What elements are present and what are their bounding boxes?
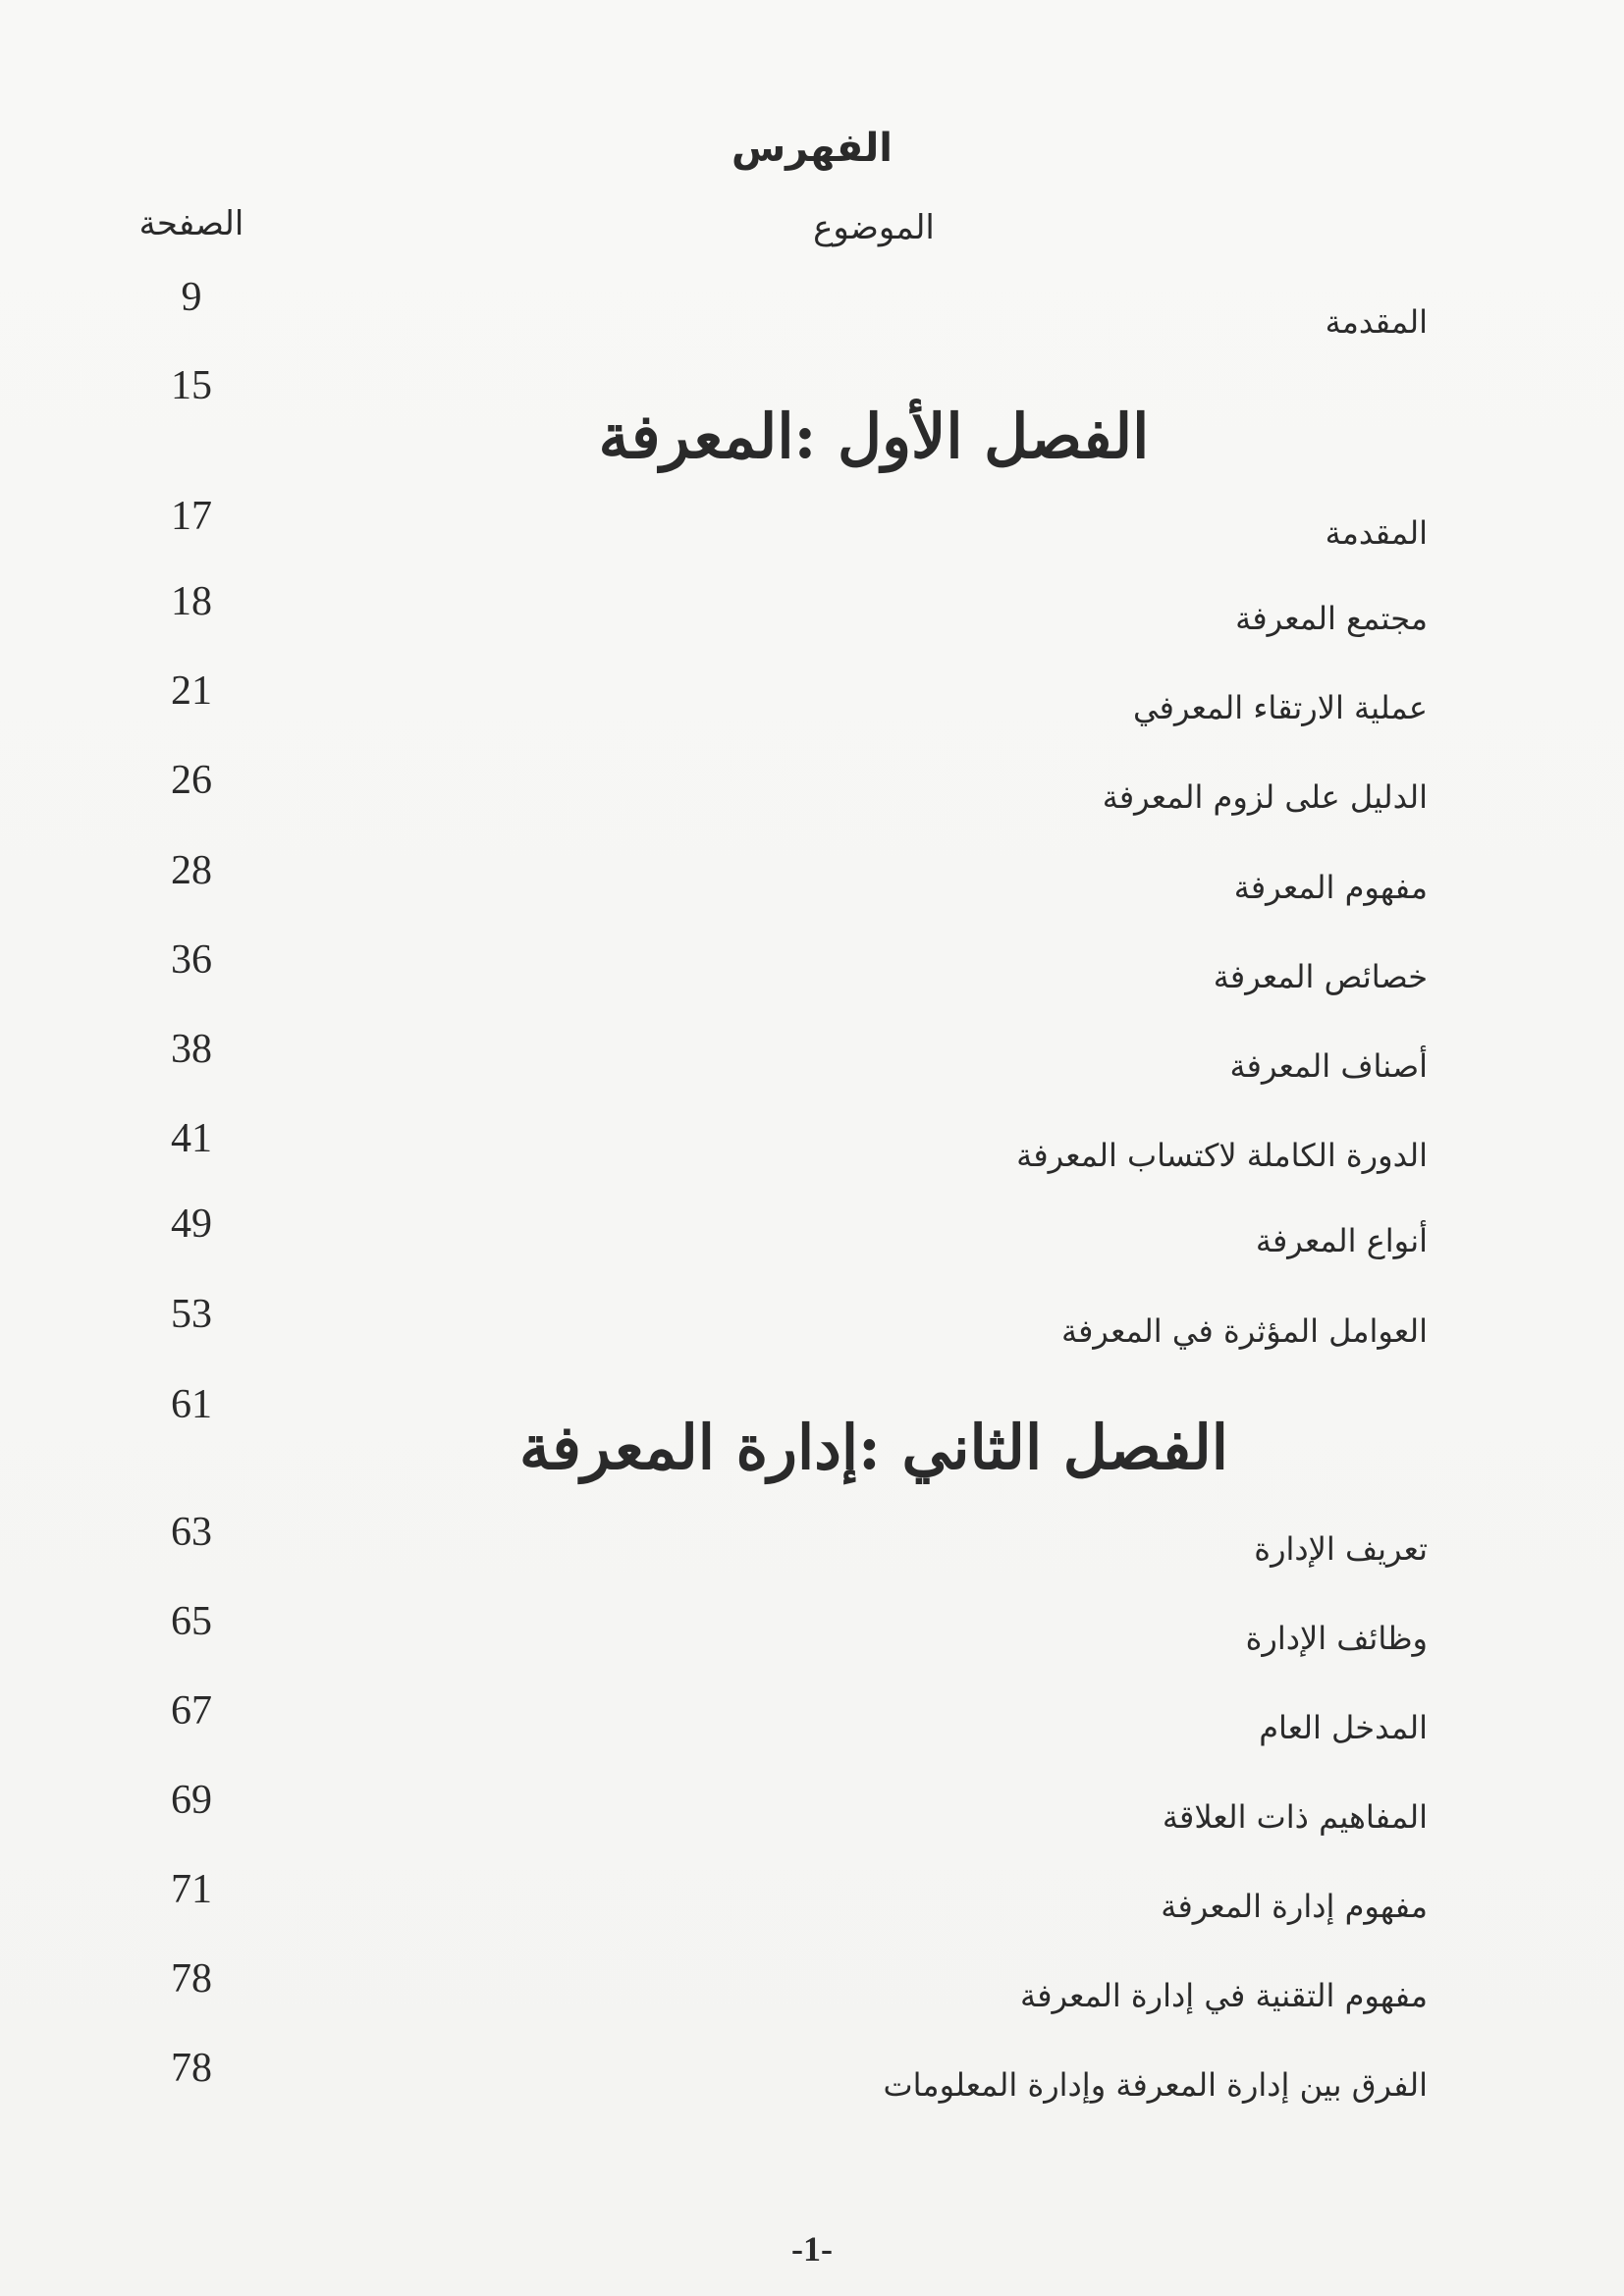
page-column-header: الصفحة <box>138 204 244 243</box>
topic-entry: الفرق بين إدارة المعرفة وإدارة المعلومات <box>883 2066 1428 2104</box>
page-number: 67 <box>171 1688 212 1734</box>
topic-entry: أصناف المعرفة <box>1229 1047 1428 1085</box>
topic-entry: الدورة الكاملة لاكتساب المعرفة <box>1016 1137 1428 1174</box>
page-number: 63 <box>171 1510 212 1555</box>
toc-row <box>0 494 1624 552</box>
topic-entry: أنواع المعرفة <box>1255 1222 1428 1259</box>
index-title: الفهرس <box>731 126 893 171</box>
page-number: 21 <box>171 668 212 714</box>
toc-row <box>0 1778 1624 1836</box>
toc-row <box>0 1867 1624 1925</box>
topic-entry: وظائف الإدارة <box>1245 1620 1428 1657</box>
toc-row <box>0 1292 1624 1350</box>
page-number: 41 <box>171 1116 212 1161</box>
toc-row <box>0 1599 1624 1657</box>
toc-row <box>0 1027 1624 1085</box>
toc-row <box>0 275 1624 341</box>
topic-column-header: الموضوع <box>813 208 935 247</box>
page-number: 78 <box>171 1956 212 2002</box>
page-number: 28 <box>171 848 212 893</box>
toc-row <box>0 937 1624 995</box>
topic-entry: عملية الارتقاء المعرفي <box>1132 689 1428 726</box>
page-number: 78 <box>171 2046 212 2091</box>
chapter-heading: الفصل الأول :المعرفة <box>598 400 1150 472</box>
page-number: 18 <box>171 579 212 624</box>
page-number: 69 <box>171 1778 212 1823</box>
page-number: 36 <box>171 937 212 983</box>
toc-row <box>0 668 1624 726</box>
topic-entry: مجتمع المعرفة <box>1235 600 1428 637</box>
topic-entry: المقدمة <box>1325 303 1428 341</box>
toc-row <box>0 758 1624 816</box>
toc-row <box>0 1956 1624 2014</box>
toc-row <box>0 579 1624 637</box>
chapter-heading: الفصل الثاني :إدارة المعرفة <box>519 1412 1228 1483</box>
page-number: 26 <box>171 758 212 803</box>
toc-row <box>0 848 1624 906</box>
page-number: 53 <box>171 1292 212 1337</box>
page-number: 15 <box>171 363 212 408</box>
topic-entry: المفاهيم ذات العلاقة <box>1162 1798 1428 1836</box>
toc-row <box>0 2046 1624 2104</box>
topic-entry: مفهوم إدارة المعرفة <box>1161 1888 1428 1925</box>
topic-entry: تعريف الإدارة <box>1254 1530 1428 1568</box>
page-number: 9 <box>181 275 202 320</box>
toc-row <box>0 1688 1624 1746</box>
topic-entry: خصائص المعرفة <box>1213 958 1428 995</box>
topic-entry: الدليل على لزوم المعرفة <box>1102 778 1428 816</box>
topic-entry: العوامل المؤثرة في المعرفة <box>1060 1312 1428 1350</box>
toc-row <box>0 1510 1624 1568</box>
topic-entry: المقدمة <box>1325 514 1428 552</box>
page-number: 49 <box>171 1201 212 1247</box>
topic-entry: المدخل العام <box>1259 1709 1428 1746</box>
page-number: 17 <box>171 494 212 539</box>
footer-page-number: -1- <box>791 2229 833 2269</box>
page-number: 38 <box>171 1027 212 1072</box>
toc-chapter-row <box>0 363 1624 472</box>
topic-entry: مفهوم المعرفة <box>1233 869 1428 906</box>
toc-row <box>0 1116 1624 1174</box>
page-number: 61 <box>171 1382 212 1427</box>
toc-row <box>0 1201 1624 1259</box>
toc-chapter-row <box>0 1382 1624 1483</box>
page-number: 65 <box>171 1599 212 1644</box>
topic-entry: مفهوم التقنية في إدارة المعرفة <box>1020 1977 1428 2014</box>
page-number: 71 <box>171 1867 212 1912</box>
